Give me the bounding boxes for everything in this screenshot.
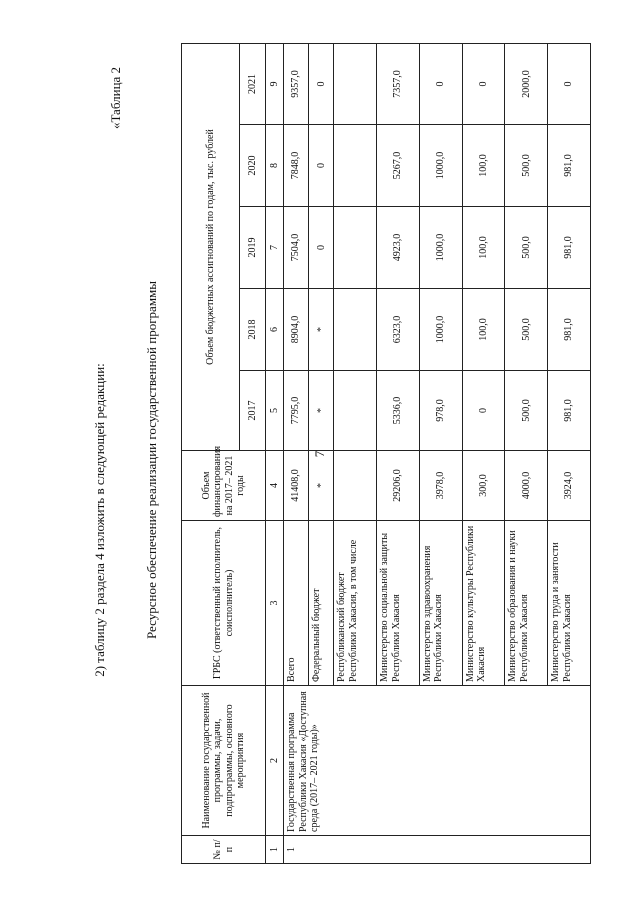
year-cell: 981,0 — [548, 371, 591, 451]
index-cell: 1 — [266, 836, 284, 864]
year-cell — [334, 289, 377, 371]
index-cell: 8 — [266, 125, 284, 207]
program-num: 1 — [284, 836, 591, 864]
year-cell — [334, 207, 377, 289]
year-cell: 6323,0 — [377, 289, 420, 371]
grbs-cell: Министерство труда и занятости Республики Хакасия — [548, 521, 591, 686]
year-cell: 981,0 — [548, 207, 591, 289]
year-cell: * — [309, 289, 334, 371]
year-cell: 0 — [309, 44, 334, 125]
index-cell: 4 — [266, 451, 284, 521]
grbs-cell: Министерство культуры Республики Хакасия — [462, 521, 505, 686]
year-cell: 100,0 — [462, 289, 505, 371]
year-cell: 981,0 — [548, 289, 591, 371]
year-cell: 0 — [462, 371, 505, 451]
year-cell: 500,0 — [505, 371, 548, 451]
header-year-2020: 2020 — [240, 125, 266, 207]
year-cell: 5336,0 — [377, 371, 420, 451]
year-cell: 1000,0 — [419, 289, 462, 371]
header-year-2021: 2021 — [240, 44, 266, 125]
year-cell — [334, 125, 377, 207]
total-cell: 29206,0 — [377, 451, 420, 521]
total-cell: 4000,0 — [505, 451, 548, 521]
intro-text: 2) таблицу 2 раздела 4 изложить в следующей редакции: — [92, 363, 107, 677]
grbs-cell: Всего — [284, 521, 309, 686]
year-cell: 2000,0 — [505, 44, 548, 125]
total-cell: 41408,0 — [284, 451, 309, 521]
year-cell: 1000,0 — [419, 125, 462, 207]
year-cell: 500,0 — [505, 289, 548, 371]
header-num: № п/п — [182, 836, 266, 864]
year-cell: 0 — [309, 125, 334, 207]
total-cell: 3978,0 — [419, 451, 462, 521]
year-cell: 4923,0 — [377, 207, 420, 289]
index-cell: 6 — [266, 289, 284, 371]
header-year-2017: 2017 — [240, 371, 266, 451]
grbs-cell: Федеральный бюджет — [309, 521, 334, 686]
year-cell: 7795,0 — [284, 371, 309, 451]
year-cell: 500,0 — [505, 125, 548, 207]
program-name: Государственная программа Республики Хакасия «Доступная среда (2017– 2021 годы)» — [284, 686, 591, 836]
total-cell: 3924,0 — [548, 451, 591, 521]
page-number: 7 — [312, 450, 327, 458]
year-cell — [334, 44, 377, 125]
resource-table-container — [181, 44, 591, 864]
year-cell: 100,0 — [462, 207, 505, 289]
year-cell: * — [309, 371, 334, 451]
year-cell — [334, 371, 377, 451]
total-cell: * — [309, 451, 334, 521]
grbs-cell: Министерство социальной защиты Республики Хакасия — [377, 521, 420, 686]
year-cell: 978,0 — [419, 371, 462, 451]
header-grbs: ГРБС (ответственный исполнитель, соисполнитель) — [182, 521, 266, 686]
year-cell: 8904,0 — [284, 289, 309, 371]
year-cell: 1000,0 — [419, 207, 462, 289]
total-cell — [334, 451, 377, 521]
table-row — [284, 44, 309, 864]
header-years-group: Объем бюджетных ассигнований по годам, тыс. рублей — [182, 44, 240, 451]
table-label: «Таблица 2 — [108, 66, 123, 130]
year-cell: 0 — [309, 207, 334, 289]
grbs-cell: Министерство здравоохранения Республики Хакасия — [419, 521, 462, 686]
index-cell: 3 — [266, 521, 284, 686]
index-cell: 7 — [266, 207, 284, 289]
year-cell: 5267,0 — [377, 125, 420, 207]
year-cell: 500,0 — [505, 207, 548, 289]
year-cell: 7848,0 — [284, 125, 309, 207]
grbs-cell: Министерство образования и науки Республики Хакасия — [505, 521, 548, 686]
year-cell: 0 — [419, 44, 462, 125]
grbs-cell: Республиканский бюджет Республики Хакасия, в том числе — [334, 521, 377, 686]
header-name: Наименование государственной программы, задачи, подпрограммы, основного мероприятия — [182, 686, 266, 836]
year-cell: 0 — [462, 44, 505, 125]
table-title: Ресурсное обеспечение реализации государственной программы — [144, 280, 159, 640]
index-cell: 2 — [266, 686, 284, 836]
year-cell: 7504,0 — [284, 207, 309, 289]
header-year-2018: 2018 — [240, 289, 266, 371]
year-cell: 981,0 — [548, 125, 591, 207]
year-cell: 7357,0 — [377, 44, 420, 125]
header-year-2019: 2019 — [240, 207, 266, 289]
index-cell: 5 — [266, 371, 284, 451]
resource-table — [181, 43, 591, 864]
year-cell: 9357,0 — [284, 44, 309, 125]
header-total: Объем финансирования на 2017– 2021 годы — [182, 451, 266, 521]
year-cell: 100,0 — [462, 125, 505, 207]
index-cell: 9 — [266, 44, 284, 125]
year-cell: 0 — [548, 44, 591, 125]
total-cell: 300,0 — [462, 451, 505, 521]
